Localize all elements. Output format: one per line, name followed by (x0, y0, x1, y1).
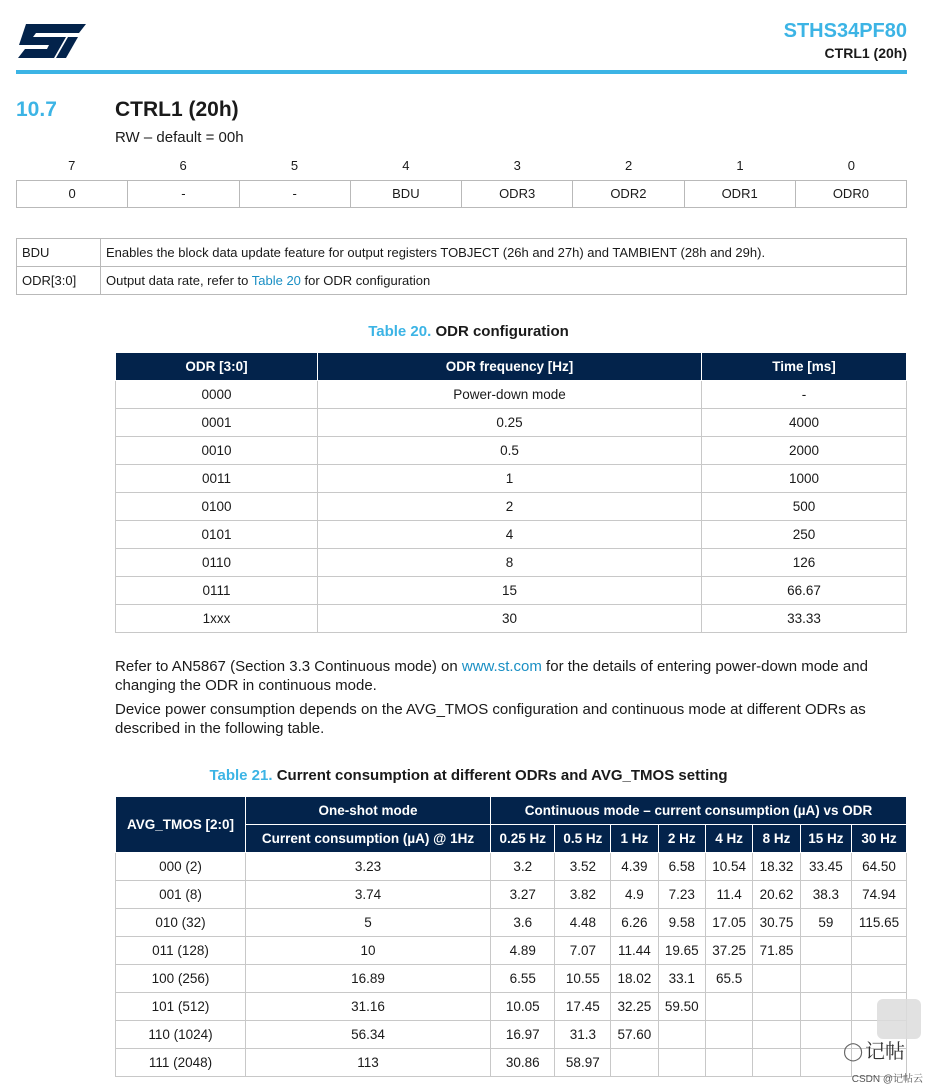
table-cell: 3.74 (246, 881, 491, 909)
column-header: 15 Hz (800, 825, 851, 853)
table-cell: 0111 (116, 577, 318, 605)
table-cell: 3.82 (555, 881, 611, 909)
table-cell: 10.05 (491, 993, 555, 1021)
table-cell: 10.55 (555, 965, 611, 993)
table-cell: 56.34 (246, 1021, 491, 1049)
table-cell: 30.86 (491, 1049, 555, 1077)
table-cell: 2000 (702, 437, 907, 465)
column-header: 0.25 Hz (491, 825, 555, 853)
column-header: 30 Hz (852, 825, 907, 853)
table-cell: 30.75 (753, 909, 800, 937)
table-cell: 0.5 (318, 437, 702, 465)
table-cell (705, 1049, 752, 1077)
table-row (116, 853, 907, 881)
table-cell: 7.23 (658, 881, 705, 909)
table-cell: 500 (702, 493, 907, 521)
register-bit-fields (16, 180, 907, 208)
table-cell (753, 965, 800, 993)
odr-configuration-table (115, 352, 907, 633)
table-cell: 66.67 (702, 577, 907, 605)
table-row (116, 409, 907, 437)
table-cell (800, 937, 851, 965)
watermark-caption: CSDN @记帖云 (851, 1074, 923, 1085)
table-cell: 1 (318, 465, 702, 493)
table-cell (658, 1049, 705, 1077)
table-cell (705, 1021, 752, 1049)
table-row (116, 909, 907, 937)
table-cell: 33.45 (800, 853, 851, 881)
watermark-bubble-icon (877, 999, 921, 1039)
table-cell (852, 937, 907, 965)
table-cell: 32.25 (611, 993, 658, 1021)
table-cell: 57.60 (611, 1021, 658, 1049)
column-header: AVG_TMOS [2:0] (116, 797, 246, 853)
table-body (116, 853, 907, 1077)
bit-number: 0 (847, 158, 855, 173)
bit-field: ODR2 (573, 181, 684, 207)
paragraph-power: Device power consumption depends on the AVG_TMOS configuration and continuous mode at different ODRs as described in the following table. (115, 701, 866, 737)
table-20-caption (0, 323, 937, 340)
paragraph-text: for the details of entering power-down mode and changing the ODR in continuous mode. (115, 658, 868, 694)
table-cell: 33.1 (658, 965, 705, 993)
table-cell: 000 (2) (116, 853, 246, 881)
table-row (116, 1049, 907, 1077)
column-header: 8 Hz (753, 825, 800, 853)
column-header: Continuous mode – current consumption (µA) vs ODR (491, 797, 907, 825)
field-name: ODR[3:0] (17, 267, 101, 295)
table-cell: 6.55 (491, 965, 555, 993)
table-row (17, 239, 907, 267)
table-cell: 2 (318, 493, 702, 521)
table-row (116, 1021, 907, 1049)
table-cell: 5 (246, 909, 491, 937)
table-row (116, 577, 907, 605)
table-cell: 101 (512) (116, 993, 246, 1021)
table-cell: 31.16 (246, 993, 491, 1021)
table-cell: - (702, 381, 907, 409)
table-cell: 74.94 (852, 881, 907, 909)
table-cell: 4.89 (491, 937, 555, 965)
section-title: CTRL1 (20h) (115, 98, 239, 121)
table-row (17, 267, 907, 295)
table-cell: 64.50 (852, 853, 907, 881)
table-cell: 110 (1024) (116, 1021, 246, 1049)
table-cell: 15 (318, 577, 702, 605)
table-cell (658, 1021, 705, 1049)
bit-field: 0 (17, 181, 128, 207)
table-cell: 4.48 (555, 909, 611, 937)
bit-number: 7 (68, 158, 76, 173)
table-cell: 16.97 (491, 1021, 555, 1049)
table-cell: 3.27 (491, 881, 555, 909)
table-cell: 10 (246, 937, 491, 965)
field-description (101, 267, 907, 295)
bit-number: 4 (402, 158, 410, 173)
st-website-link[interactable]: www.st.com (461, 658, 542, 675)
table-cell: 3.23 (246, 853, 491, 881)
table-cell: 1000 (702, 465, 907, 493)
table-cell: 0011 (116, 465, 318, 493)
bit-field: ODR1 (685, 181, 796, 207)
table-cell: 010 (32) (116, 909, 246, 937)
section-number: 10.7 (16, 98, 57, 121)
table-cell: 0.25 (318, 409, 702, 437)
table-row (116, 549, 907, 577)
table-cell: 65.5 (705, 965, 752, 993)
table-cell: 17.05 (705, 909, 752, 937)
table-row (116, 521, 907, 549)
description-text: for ODR configuration (300, 273, 431, 288)
table-cell: 3.6 (491, 909, 555, 937)
table-number: Table 20. (368, 323, 432, 340)
table-cell: 59.50 (658, 993, 705, 1021)
paragraph-text: Refer to AN5867 (Section 3.3 Continuous mode) on (115, 658, 462, 675)
table-cell: 3.2 (491, 853, 555, 881)
table-21-caption (0, 767, 937, 784)
table-cell: 11.4 (705, 881, 752, 909)
table-row (116, 493, 907, 521)
table-cell: 18.02 (611, 965, 658, 993)
table-cell: 100 (256) (116, 965, 246, 993)
table-cell: 11.44 (611, 937, 658, 965)
bit-number: 3 (513, 158, 521, 173)
bit-field: - (240, 181, 351, 207)
column-header: ODR frequency [Hz] (318, 353, 702, 381)
table-cell (753, 1021, 800, 1049)
bit-field: BDU (351, 181, 462, 207)
table-cell: 20.62 (753, 881, 800, 909)
table-cell: 4 (318, 521, 702, 549)
table-cell: 1xxx (116, 605, 318, 633)
table-row (116, 381, 907, 409)
table-cell: 19.65 (658, 937, 705, 965)
table-cell (705, 993, 752, 1021)
table-row (116, 993, 907, 1021)
table-cell: Power-down mode (318, 381, 702, 409)
column-header: ODR [3:0] (116, 353, 318, 381)
table-cell: 115.65 (852, 909, 907, 937)
table-cell (753, 993, 800, 1021)
table-cell: 38.3 (800, 881, 851, 909)
table-cell: 30 (318, 605, 702, 633)
table-cell: 37.25 (705, 937, 752, 965)
table-cell: 10.54 (705, 853, 752, 881)
table-cell: 0100 (116, 493, 318, 521)
table-cell: 17.45 (555, 993, 611, 1021)
table-body (116, 381, 907, 633)
table-cell (753, 1049, 800, 1077)
field-description: Enables the block data update feature for output registers TOBJECT (26h and 27h) and TAMBIENT (28h and 29h). (101, 239, 907, 267)
current-consumption-table (115, 796, 907, 1077)
table-cell: 9.58 (658, 909, 705, 937)
table-cell: 111 (2048) (116, 1049, 246, 1077)
paragraph-refer (115, 657, 907, 695)
header-rule (16, 70, 907, 74)
bit-number: 2 (624, 158, 633, 173)
table-cell: 8 (318, 549, 702, 577)
table-cell (800, 965, 851, 993)
table-cell: 3.52 (555, 853, 611, 881)
table-cell: 6.58 (658, 853, 705, 881)
bit-number: 5 (290, 158, 299, 173)
table-row (116, 937, 907, 965)
document-header (784, 19, 907, 62)
table-cell: 6.26 (611, 909, 658, 937)
table-row (116, 965, 907, 993)
st-logo (16, 22, 88, 60)
table-cell: 4.39 (611, 853, 658, 881)
table-cell: 58.97 (555, 1049, 611, 1077)
column-header: One-shot mode (246, 797, 491, 825)
table-cell: 0010 (116, 437, 318, 465)
table-row (116, 605, 907, 633)
watermark (833, 999, 929, 1085)
chat-icon: ◯ (843, 1041, 864, 1061)
table-cell: 0110 (116, 549, 318, 577)
table-cell: 71.85 (753, 937, 800, 965)
column-header: 2 Hz (658, 825, 705, 853)
table-cell: 0001 (116, 409, 318, 437)
table-cell: 4000 (702, 409, 907, 437)
bit-number: 1 (736, 158, 744, 173)
table-cell: 4.9 (611, 881, 658, 909)
register-reference: CTRL1 (20h) (824, 45, 907, 61)
table-cell: 59 (800, 909, 851, 937)
table-cell: 31.3 (555, 1021, 611, 1049)
table-cell: 33.33 (702, 605, 907, 633)
description-text: Output data rate, refer to (106, 273, 252, 288)
column-header: 0.5 Hz (555, 825, 611, 853)
table-cell: 16.89 (246, 965, 491, 993)
table-cell (852, 965, 907, 993)
bit-field: ODR3 (462, 181, 573, 207)
table-row (116, 465, 907, 493)
column-header: 4 Hz (705, 825, 752, 853)
table-row (116, 437, 907, 465)
field-description-table (16, 238, 907, 295)
table-row (116, 881, 907, 909)
table-header-row (116, 797, 907, 825)
bit-field: - (128, 181, 239, 207)
field-name: BDU (17, 239, 101, 267)
table-cell: 0101 (116, 521, 318, 549)
column-header: Current consumption (µA) @ 1Hz (246, 825, 491, 853)
part-number: STHS34PF80 (783, 20, 907, 42)
section-subtitle: RW – default = 00h (115, 129, 244, 146)
table-cell (611, 1049, 658, 1077)
table-header-row (116, 353, 907, 381)
table-cell: 113 (246, 1049, 491, 1077)
table-number: Table 21. (209, 767, 273, 784)
watermark-text: 记帖 (865, 1041, 905, 1063)
table-cell: 011 (128) (116, 937, 246, 965)
table-cell: 126 (702, 549, 907, 577)
table-20-link[interactable]: Table 20 (251, 273, 301, 288)
bit-number: 6 (179, 158, 187, 173)
table-cell: 001 (8) (116, 881, 246, 909)
column-header: Time [ms] (702, 353, 907, 381)
table-cell: 0000 (116, 381, 318, 409)
table-cell: 250 (702, 521, 907, 549)
table-title: ODR configuration (435, 323, 569, 340)
column-header: 1 Hz (611, 825, 658, 853)
bit-numbers-row (16, 156, 907, 176)
bit-field: ODR0 (832, 186, 869, 201)
table-cell: 18.32 (753, 853, 800, 881)
table-cell: 7.07 (555, 937, 611, 965)
table-title: Current consumption at different ODRs and AVG_TMOS setting (276, 767, 728, 784)
